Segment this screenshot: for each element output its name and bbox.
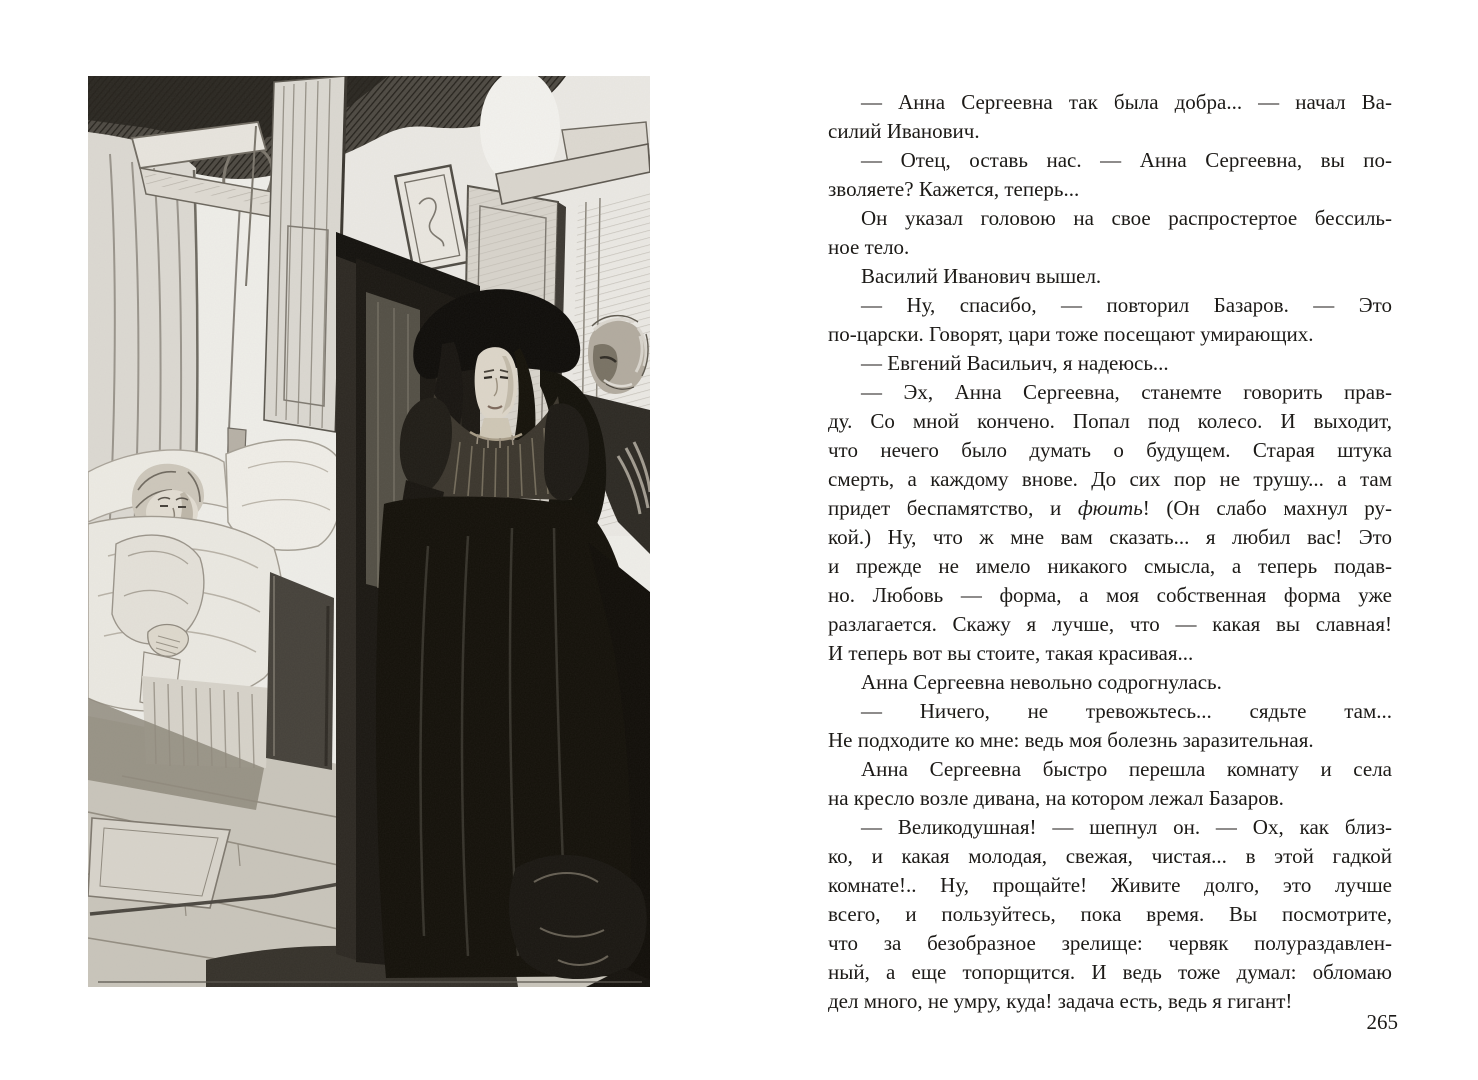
text-line: Он указал головою на свое распростертое бессиль- (861, 206, 1392, 230)
text-line: придет беспамятство, и фюить! (Он слабо махнул ру- (828, 496, 1392, 520)
text-line: кой.) Ну, что ж мне вам сказать... я любил вас! Это (828, 525, 1392, 549)
text-line: Василий Иванович вышел. (861, 264, 1102, 288)
text-line: — Великодушная! — шепнул он. — Ох, как близ- (861, 815, 1392, 839)
text-line: дел много, не умру, куда! задача есть, ведь я гигант! (828, 989, 1293, 1013)
text-line: комнате!.. Ну, прощайте! Живите долго, это лучше (828, 873, 1392, 897)
text-line: разлагается. Скажу я лучше, что — какая вы славная! (828, 612, 1392, 636)
text-line: что за безобразное зрелище: червяк полураздавлен- (828, 931, 1392, 955)
text-line: но. Любовь — форма, а моя собственная форма уже (828, 583, 1392, 607)
pencil-grain-overlay (88, 76, 650, 987)
text-line: Анна Сергеевна невольно содрогнулась. (861, 670, 1222, 694)
text-line: всего, и пользуйтесь, пока время. Вы посмотрите, (828, 902, 1392, 926)
text-line: И теперь вот вы стоите, такая красивая... (828, 641, 1194, 665)
text-line: — Отец, оставь нас. — Анна Сергеевна, вы по- (861, 148, 1392, 172)
text-line: ко, и какая молодая, свежая, чистая... в этой гадкой (828, 844, 1392, 868)
text-line: что нечего было думать о будущем. Старая штука (828, 438, 1392, 462)
text-line: ду. Со мной кончено. Попал под колесо. И выходит, (828, 409, 1392, 433)
right-page (740, 0, 1478, 1080)
text-line: силий Иванович. (828, 119, 980, 143)
text-line: смерть, а каждому внове. До сих пор не трушу... а там (828, 467, 1392, 491)
bazarov-deathbed-illustration (88, 76, 650, 987)
text-line: — Анна Сергеевна так была добра... — начал Ва- (861, 90, 1392, 114)
text-line: по-царски. Говорят, цари тоже посещают умирающих. (828, 322, 1314, 346)
page-number: 265 (1366, 1010, 1398, 1034)
text-line: — Евгений Васильич, я надеюсь... (861, 351, 1169, 375)
text-line: — Эх, Анна Сергеевна, станемте говорить прав- (861, 380, 1392, 404)
text-line: зволяете? Кажется, теперь... (828, 177, 1080, 201)
text-line: — Ничего, не тревожьтесь... сядьте там... (861, 699, 1392, 723)
text-column (828, 88, 1392, 1016)
text-line: Анна Сергеевна быстро перешла комнату и села (861, 757, 1392, 781)
illustration-svg (88, 76, 650, 987)
text-line: ный, а еще топорщится. И ведь тоже думал: обломаю (828, 960, 1392, 984)
text-line: на кресло возле дивана, на котором лежал Базаров. (828, 786, 1284, 810)
text-line: и прежде не имело никакого смысла, а теперь подав- (828, 554, 1392, 578)
text-line: ное тело. (828, 235, 910, 259)
text-line: — Ну, спасибо, — повторил Базаров. — Это (861, 293, 1392, 317)
text-line: Не подходите ко мне: ведь моя болезнь заразительная. (828, 728, 1314, 752)
